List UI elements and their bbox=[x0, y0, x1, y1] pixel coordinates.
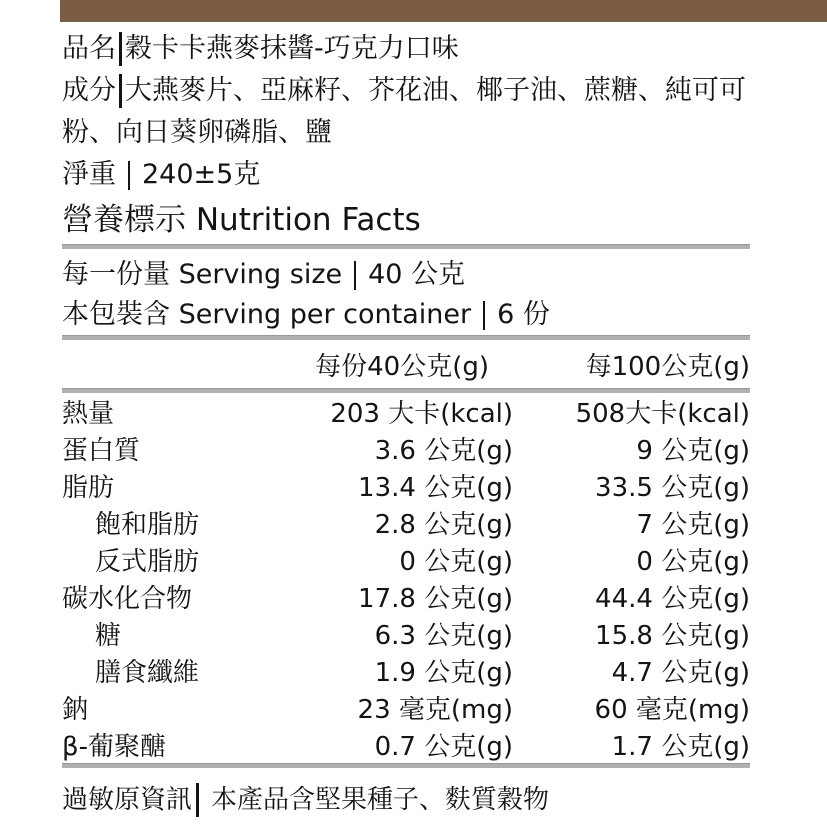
row-value-per-serving: 0 公克(g) bbox=[399, 547, 513, 577]
divider-bar bbox=[128, 161, 130, 190]
product-name-value: 穀卡卡燕麥抹醬-巧克力口味 bbox=[125, 33, 459, 64]
row-value-per-serving: 17.8 公克(g) bbox=[358, 584, 513, 614]
product-name-label: 品名 bbox=[62, 33, 116, 64]
serving-info bbox=[62, 249, 750, 335]
row-label: 蛋白質 bbox=[62, 436, 141, 466]
ingredients-line-2 bbox=[62, 112, 750, 154]
row-value-per-100g: 44.4 公克(g) bbox=[595, 584, 750, 614]
row-value-per-serving: 0.7 公克(g) bbox=[374, 732, 513, 762]
row-value-per-serving: 2.8 公克(g) bbox=[374, 510, 513, 540]
allergen-info-line bbox=[62, 780, 750, 820]
row-value-per-serving: 3.6 公克(g) bbox=[374, 436, 513, 466]
serving-size-label: 每一份量 Serving size bbox=[62, 259, 343, 290]
row-value-per-100g: 9 公克(g) bbox=[636, 436, 750, 466]
brand-color-bar bbox=[60, 0, 827, 22]
table-row-dietary-fiber bbox=[62, 652, 750, 689]
row-label: β-葡聚醣 bbox=[62, 732, 166, 762]
divider-bar bbox=[119, 74, 122, 108]
row-label: 反式脂肪 bbox=[95, 547, 200, 577]
serving-size-line bbox=[62, 255, 750, 295]
table-row-saturated-fat bbox=[62, 504, 750, 541]
ingredients-value-1: 大燕麥片、亞麻籽、芥花油、椰子油、蔗糖、純可可 bbox=[125, 75, 746, 106]
separator-line bbox=[62, 763, 750, 768]
row-value-per-100g: 15.8 公克(g) bbox=[595, 621, 750, 651]
row-label: 膳食纖維 bbox=[95, 658, 200, 688]
servings-per-container-label: 本包裝含 Serving per container bbox=[62, 299, 472, 330]
label-content bbox=[62, 28, 750, 820]
allergen-value: 本產品含堅果種子、麩質穀物 bbox=[211, 785, 550, 815]
divider-bar bbox=[354, 261, 356, 290]
servings-per-container-line bbox=[62, 295, 750, 335]
row-label: 碳水化合物 bbox=[62, 584, 193, 614]
product-name-line bbox=[62, 28, 750, 70]
net-weight-label: 淨重 bbox=[62, 159, 116, 190]
table-row-beta-glucan bbox=[62, 726, 750, 763]
table-row-sodium bbox=[62, 689, 750, 726]
allergen-label: 過敏原資訊 bbox=[62, 785, 193, 815]
net-weight-value: 240±5克 bbox=[142, 159, 261, 190]
row-value-per-100g: 60 毫克(mg) bbox=[594, 695, 750, 725]
row-value-per-100g: 33.5 公克(g) bbox=[595, 473, 750, 503]
row-label: 糖 bbox=[95, 621, 122, 651]
ingredients-value-2: 粉、向日葵卵磷脂、鹽 bbox=[62, 117, 332, 148]
ingredients-line-1 bbox=[62, 70, 750, 112]
divider-bar bbox=[483, 301, 485, 330]
nutrition-table-header bbox=[62, 340, 750, 388]
nutrition-table bbox=[62, 393, 750, 763]
row-value-per-serving: 203 大卡(kcal) bbox=[330, 399, 513, 429]
table-row-sugar bbox=[62, 615, 750, 652]
row-value-per-100g: 7 公克(g) bbox=[636, 510, 750, 540]
row-value-per-serving: 1.9 公克(g) bbox=[374, 658, 513, 688]
row-value-per-serving: 6.3 公克(g) bbox=[374, 621, 513, 651]
row-label: 熱量 bbox=[62, 399, 115, 429]
table-row-trans-fat bbox=[62, 541, 750, 578]
table-row-carbohydrate bbox=[62, 578, 750, 615]
net-weight-line bbox=[62, 154, 750, 196]
table-row-protein bbox=[62, 430, 750, 467]
row-value-per-serving: 13.4 公克(g) bbox=[358, 473, 513, 503]
divider-bar bbox=[119, 32, 122, 66]
servings-per-container-value: 6 份 bbox=[497, 299, 550, 330]
row-value-per-serving: 23 毫克(mg) bbox=[357, 695, 513, 725]
row-label: 鈉 bbox=[62, 695, 89, 725]
column-header-per-serving: 每份40公克(g) bbox=[315, 351, 489, 382]
row-value-per-100g: 508大卡(kcal) bbox=[575, 399, 750, 429]
table-row-fat bbox=[62, 467, 750, 504]
divider-bar bbox=[196, 783, 199, 817]
ingredients-label: 成分 bbox=[62, 75, 116, 106]
nutrition-facts-title: 營養標示 Nutrition Facts bbox=[62, 202, 421, 238]
row-value-per-100g: 0 公克(g) bbox=[636, 547, 750, 577]
row-value-per-100g: 1.7 公克(g) bbox=[611, 732, 750, 762]
serving-size-value: 40 公克 bbox=[368, 259, 466, 290]
row-label: 飽和脂肪 bbox=[95, 510, 200, 540]
row-label: 脂肪 bbox=[62, 473, 115, 503]
table-row-calories bbox=[62, 393, 750, 430]
row-value-per-100g: 4.7 公克(g) bbox=[611, 658, 750, 688]
column-header-per-100g: 每100公克(g) bbox=[585, 351, 750, 382]
